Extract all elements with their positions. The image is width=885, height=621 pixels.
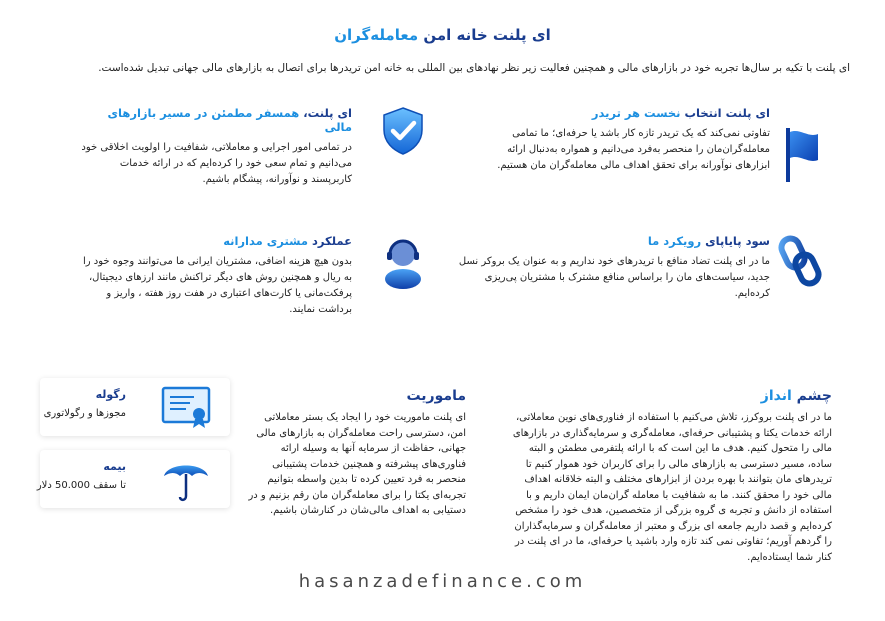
feature-title: ای پلنت انتخاب نخست هر تریدر	[591, 106, 770, 120]
umbrella-icon	[160, 456, 212, 502]
page-title	[0, 26, 885, 44]
footer-site: hasanzadefinance.com	[298, 571, 587, 592]
card-title: بیمه	[103, 460, 126, 473]
feature-title: عملکرد مشتری مدارانه	[223, 234, 352, 248]
feature-title: ای پلنت، همسفر مطمئن در مسیر بازارهای مالی	[107, 106, 352, 134]
page-title-highlight: معامله‌گران	[334, 26, 419, 44]
vision-text: ما در ای پلنت بروکرز، تلاش می‌کنیم با استفاده از فناوری‌های نوین معاملاتی، ارائه خدمات یکتا و پشتیبانی حرفه‌ای، معامله‌گری و سرمایه‌گذاری در بازارهای مالی را متحول کنیم. هدف ما این است که با ارائه پلتفرمی مطمئن و البته ساده، مسیر دسترسی به بازارهای مالی را برای کاربران خود هموار کنیم تا تریدرهای مان بتوانند با بهره بردن از ابزارهای مختلف و البته خلاقانه اهداف مالی خود را محقق کنند. ما به شفافیت با معامله گران‌مان ایمان داریم و با استفاده از دانش و تجربه ی گروه بزرگی از متخصصین، هدف خود را مشخص کرده‌ایم و قصد داریم جامعه ای بزرگ و معتبر از معامله‌گران و سرمایه‌گذاران را گردهم آوریم؛ تفاوتی نمی کند تازه وارد باشید یا حرفه‌ای، ما در ای پلنت در کنار شما ایستاده‌ایم.	[512, 412, 832, 563]
mission-text: ای پلنت ماموریت خود را ایجاد یک بستر معاملاتی امن، دسترسی راحت معامله‌گران به بازارهای مالی جهانی، حفاظت از سرمایه آنها به وسیله ارائه فناوری‌های پیشرفته و همچنین خدمات پشتیبانی منحصر به فرد تعیین کرده تا بدین واسطه بتوانیم تجربه‌ای یکتا را برای معامله‌گران مان رقم بزنیم و در دستیابی به اهداف مالی‌شان در کنارشان باشیم.	[248, 412, 466, 516]
feature-text: ما در ای پلنت تضاد منافع با تریدرهای خود نداریم و به عنوان یک بروکر نسل جدید، سیاست‌های مان را براساس منافع مشترک با مشتریان پی‌ریزی کرده‌ایم.	[458, 256, 770, 299]
card-text: مجوزها و رگولاتوری	[43, 408, 126, 419]
card-insurance	[36, 450, 230, 508]
card-regulation	[40, 378, 230, 436]
feature-title: سود پایاپای رویکرد ما	[647, 234, 770, 248]
card-text: تا سقف 50.000 دلار	[36, 480, 126, 491]
support-agent-icon	[380, 234, 426, 290]
card-title: رگوله	[95, 388, 126, 401]
page-title-prefix: ای پلنت خانه امن	[418, 26, 551, 44]
feature-text: بدون هیچ هزینه اضافی، مشتریان ایرانی ما می‌توانند وجوه خود را به ریال و همچنین روش های دیگر تراکنش مانند ارزهای دیجیتال، پرفکت‌مانی یا کارت‌های اعتباری در هفت روز هفته ، واریز و برداشت نمایند.	[82, 256, 352, 315]
feature-customer-oriented	[80, 234, 352, 318]
certificate-icon	[160, 384, 212, 430]
mission-section	[248, 388, 466, 519]
flag-icon	[782, 126, 824, 184]
chain-link-icon	[778, 234, 824, 288]
mission-title: ماموریت	[406, 388, 466, 404]
shield-check-icon	[380, 106, 426, 156]
vision-title: چشم انداز	[760, 388, 832, 404]
feature-first-choice	[470, 106, 770, 174]
feature-text: تفاوتی نمی‌کند که یک تریدر تازه کار باشد یا حرفه‌ای؛ ما تمامی معامله‌گران‌مان را منحصر به‌فرد می‌دانیم و همواره به‌دنبال ارائه ابزارهای نوآورانه برای تحقق اهداف مالی معامله‌گران مان هستیم.	[497, 128, 770, 171]
intro-text: ای پلنت با تکیه بر سال‌ها تجربه خود در بازارهای مالی و همچنین فعالیت زیر نظر نهادهای بین المللی به خانه امن تریدرها برای اتصال به بازارهای مالی جهانی تبدیل شده‌است.	[98, 62, 850, 74]
vision-section	[512, 388, 832, 565]
feature-trusted-companion	[80, 106, 352, 188]
feature-text: در تمامی امور اجرایی و معاملاتی، شفافیت را اولویت اخلاقی خود می‌دانیم و تمام سعی خود را کرده‌ایم که در ارائه خدمات کاربرپسند و نوآورانه، پیشگام باشیم.	[81, 142, 352, 185]
feature-profit-approach	[455, 234, 770, 302]
